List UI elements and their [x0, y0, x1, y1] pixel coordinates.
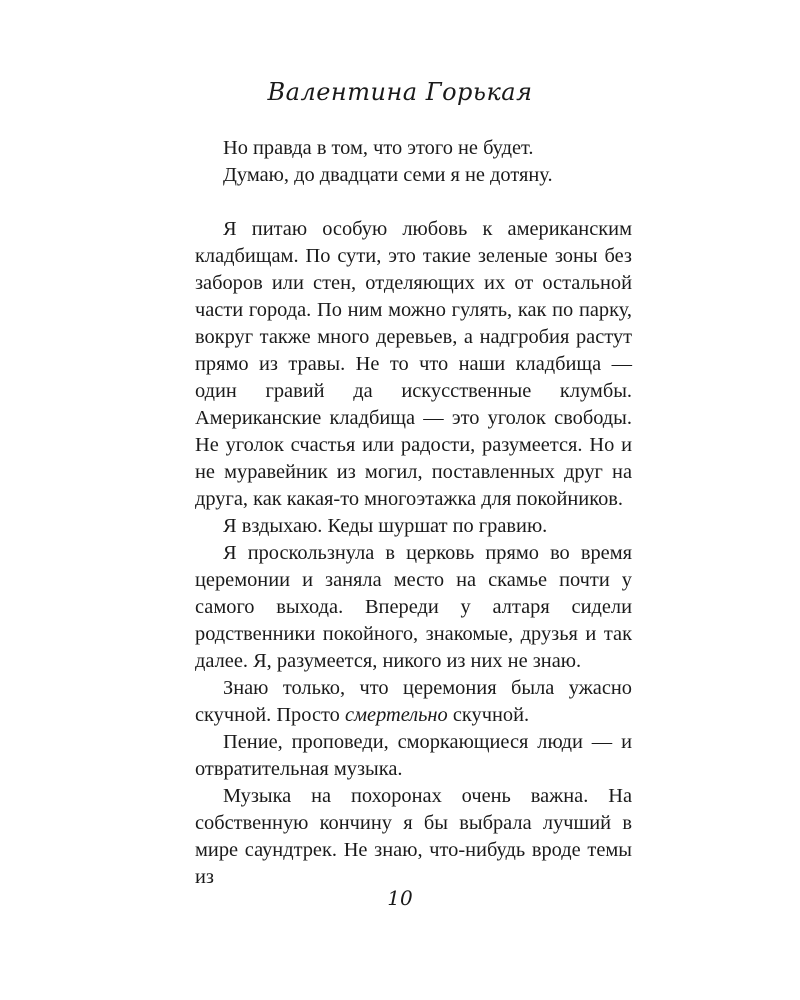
paragraph-text: Знаю только, что церемония была ужасно скучной. Просто	[195, 677, 632, 726]
paragraph: Я проскользнула в церковь прямо во время церемонии и заняла место на скамье почти у самого выхода. Впереди у алтаря сидели родственники покойного, знакомые, друзья и так далее. Я, разумеется, никого из них не знаю.	[195, 542, 632, 672]
body-text	[195, 135, 632, 891]
paragraph: Я вздыхаю. Кеды шуршат по гравию.	[223, 515, 548, 537]
paragraph: Но правда в том, что этого не будет.	[223, 137, 534, 159]
paragraph: Пение, проповеди, сморкающиеся люди — и отвратительная музыка.	[195, 731, 632, 780]
blank-line	[195, 189, 632, 216]
paragraph-text: скучной.	[447, 704, 530, 726]
paragraph	[195, 675, 632, 729]
running-head-author: Валентина Горькая	[267, 78, 533, 106]
emphasized-word: смертельно	[344, 704, 448, 726]
paragraph: Я питаю особую любовь к американским кладбищам. По сути, это такие зеленые зоны без заборов или стен, отделяющих их от остальной части города. По ним можно гулять, как по парку, вокруг также много деревьев, а надгробия растут прямо из травы. Не то что наши кладбища — один гравий да искусственные клумбы. Американские кладбища — это уголок свободы. Не уголок счастья или радости, разумеется. Но и не муравейник из могил, поставленных друг на друга, как какая-то многоэтажка для покойников.	[195, 218, 632, 510]
paragraph: Музыка на похоронах очень важна. На собственную кончину я бы выбрала лучший в мире саундтрек. Не знаю, что-нибудь вроде темы из	[195, 785, 632, 888]
paragraph: Думаю, до двадцати семи я не дотяну.	[223, 164, 553, 186]
page-number: 10	[387, 886, 413, 910]
